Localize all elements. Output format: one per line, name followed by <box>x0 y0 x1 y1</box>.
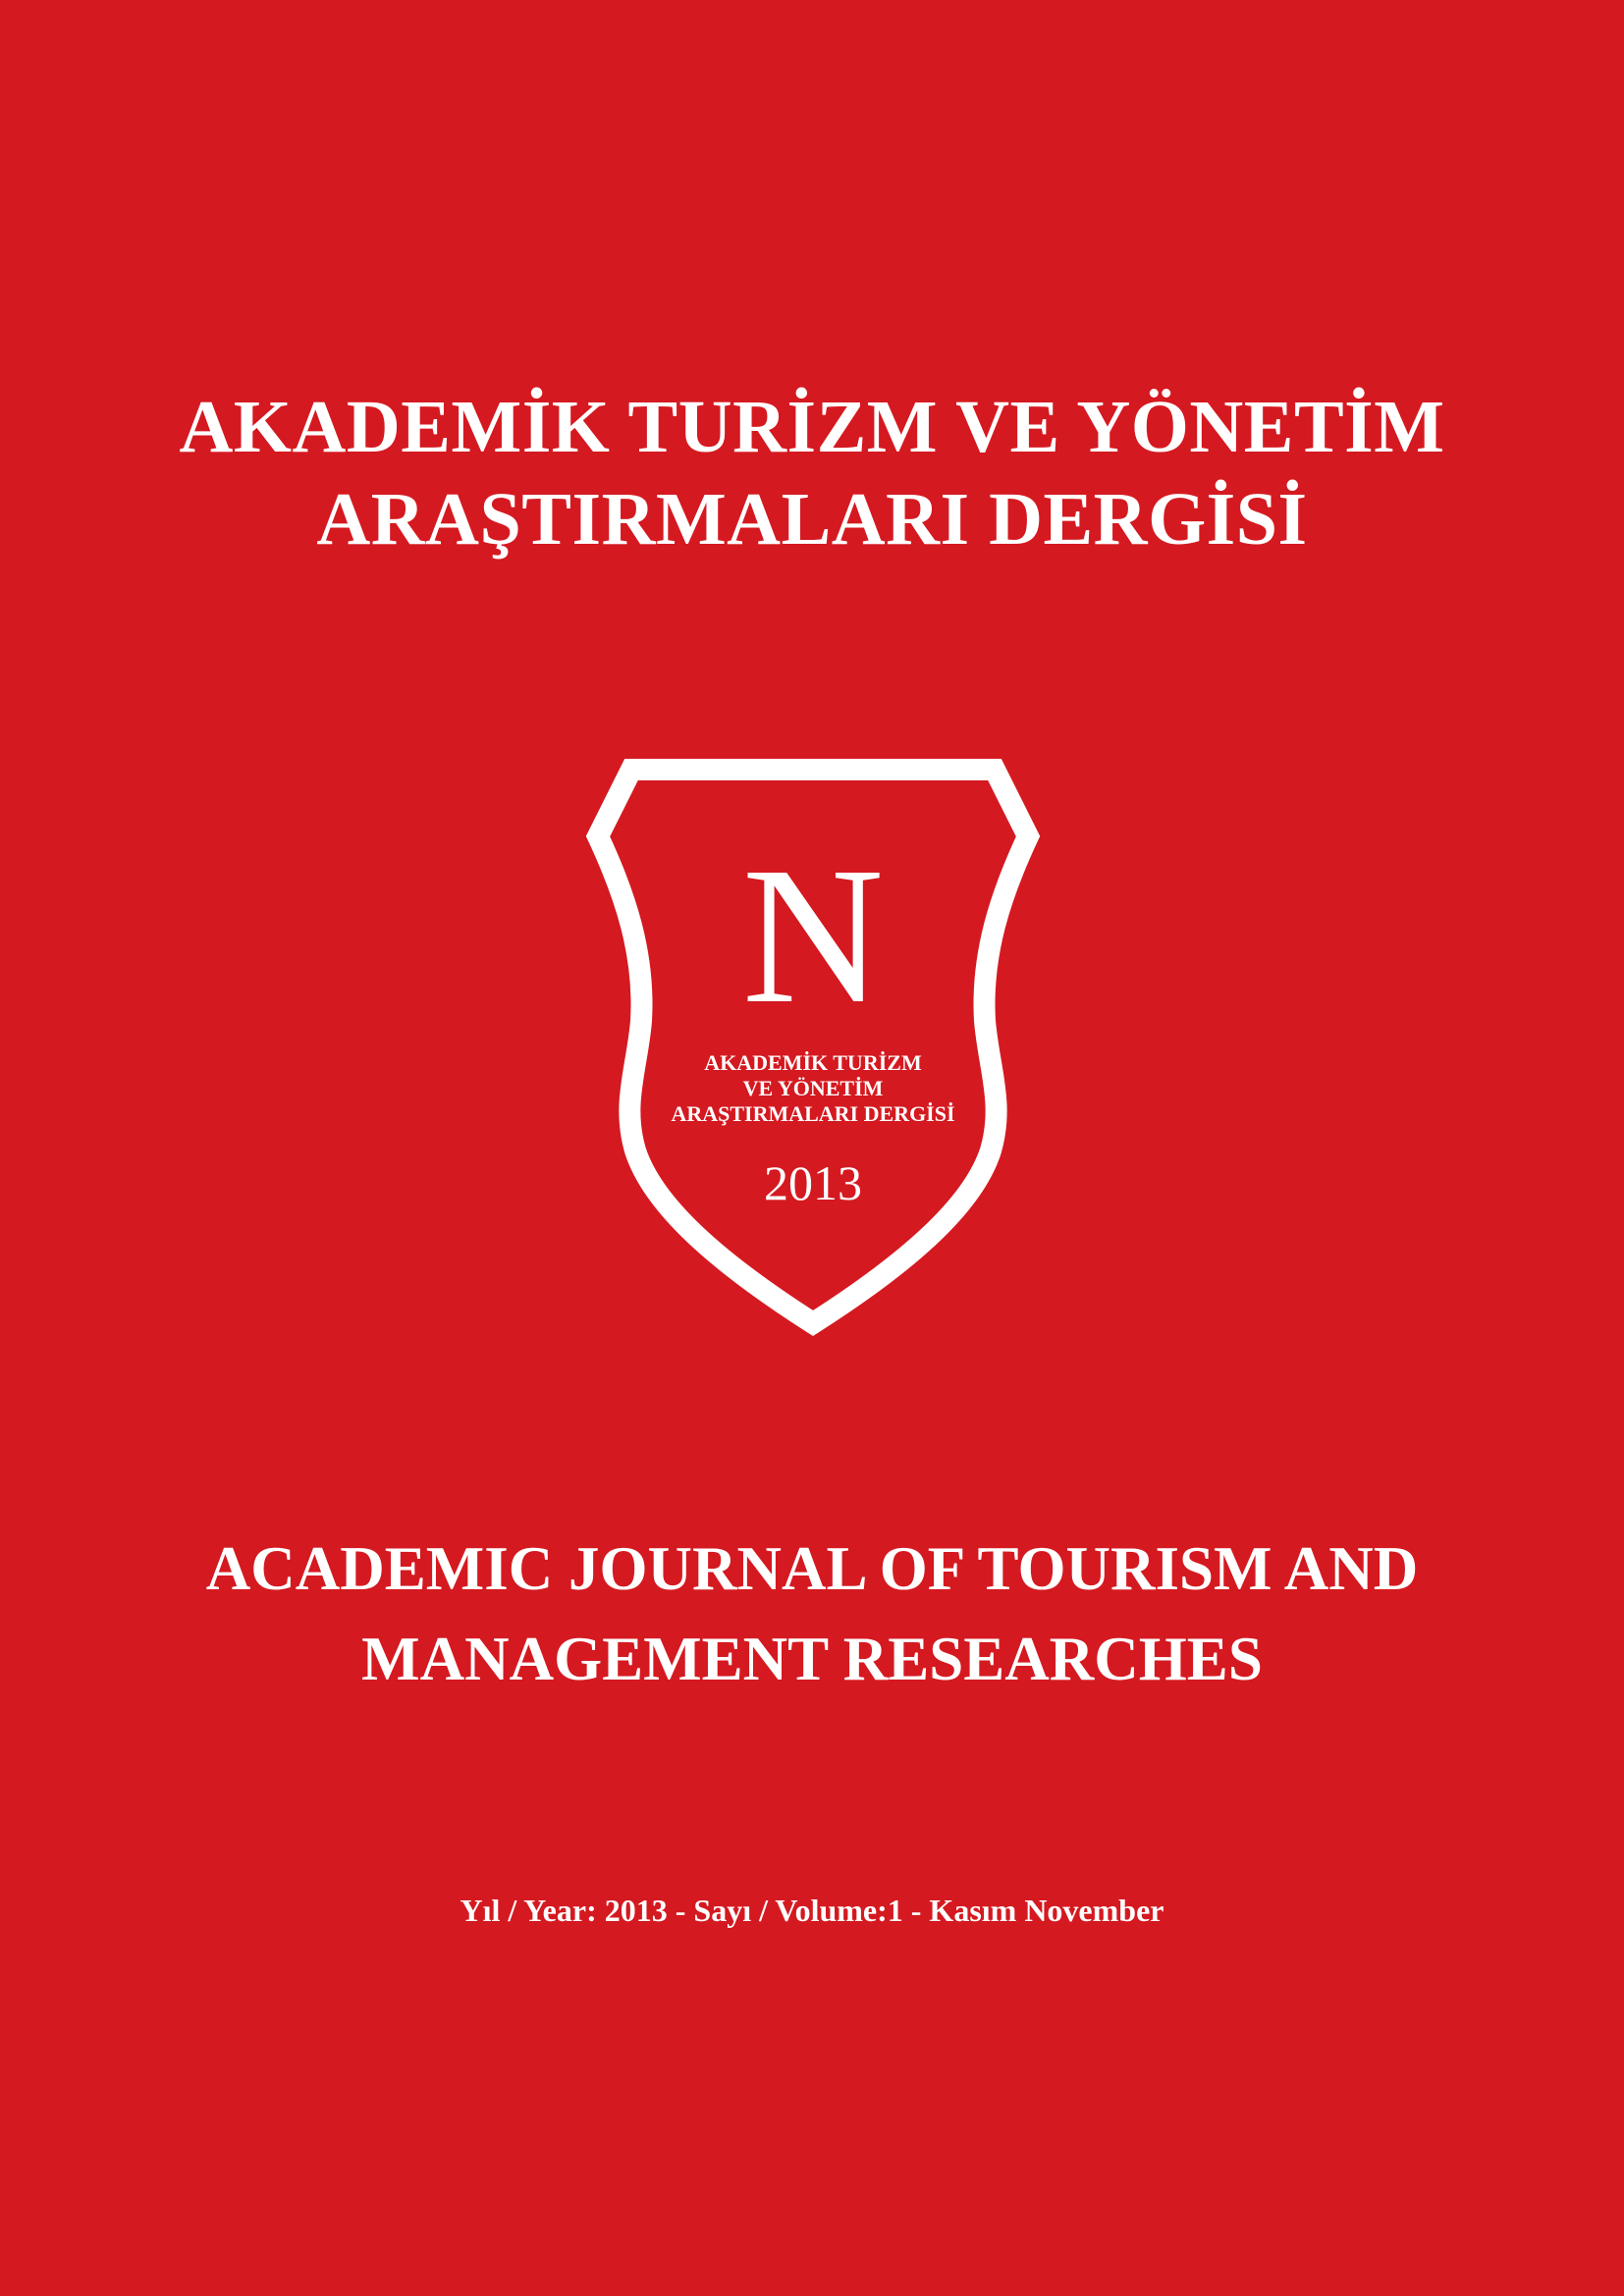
english-title <box>0 1523 1624 1704</box>
english-title-line-2: MANAGEMENT RESEARCHES <box>361 1625 1263 1693</box>
journal-shield-logo <box>584 758 1042 1337</box>
turkish-title-line-2: ARAŞTIRMALARI DERGİSİ <box>316 478 1308 561</box>
emblem-text-line-2: VE YÖNETİM <box>742 1076 884 1100</box>
emblem-year: 2013 <box>764 1155 862 1210</box>
issue-info: Yıl / Year: 2013 - Sayı / Volume:1 - Kasım November <box>460 1893 1164 1928</box>
emblem-letter: N <box>741 828 885 1044</box>
emblem-text-line-3: ARAŞTIRMALARI DERGİSİ <box>671 1101 955 1126</box>
turkish-title <box>0 381 1624 565</box>
emblem-text-line-1: AKADEMİK TURİZM <box>704 1050 922 1075</box>
turkish-title-line-1: AKADEMİK TURİZM VE YÖNETİM <box>179 386 1445 468</box>
english-title-line-1: ACADEMIC JOURNAL OF TOURISM AND <box>205 1534 1419 1603</box>
